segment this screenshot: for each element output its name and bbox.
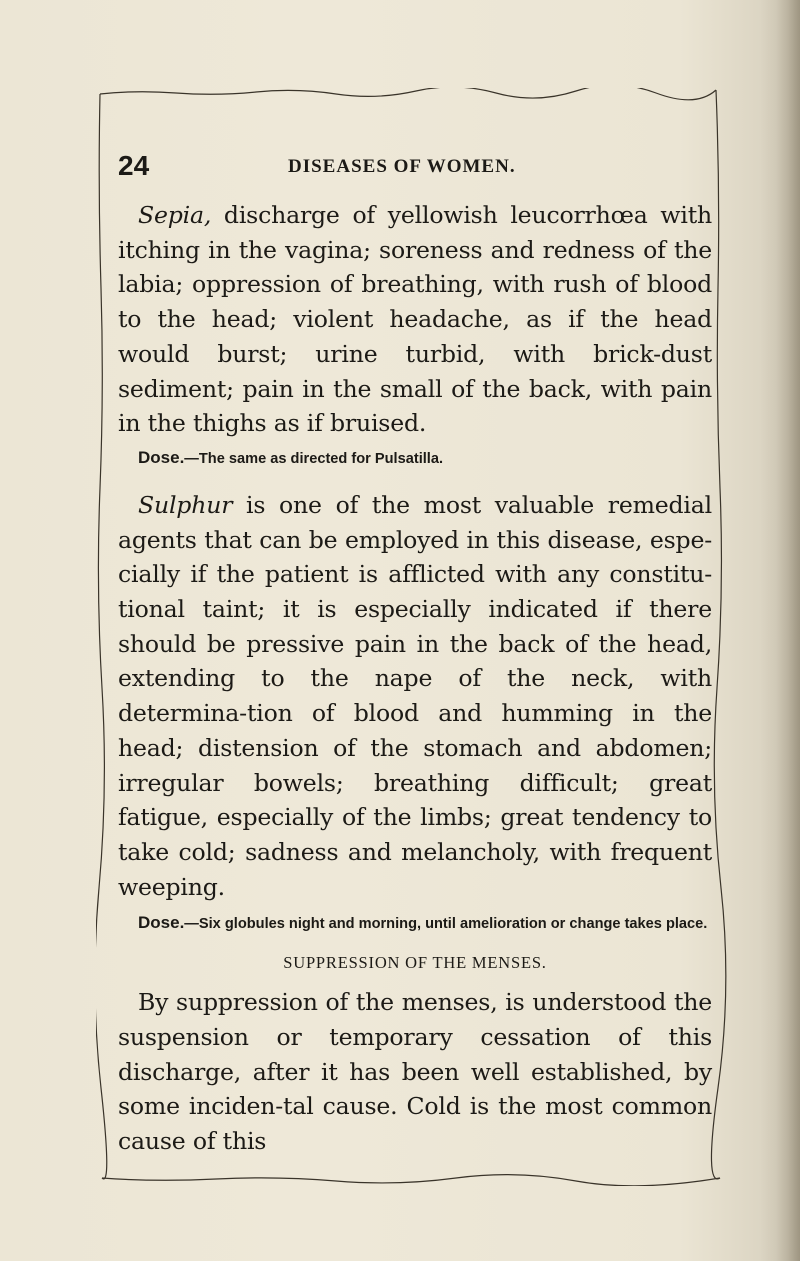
- sepia-remedy-name: Sepia,: [138, 201, 212, 229]
- sepia-description: discharge of yellowish leucorrhœa with itching in the vagina; soreness and redness of the labia; oppression of breathing, with rush of blood to the head; violent headache, as if the head would burst; urine turbid, with brick-dust sediment; pain in the small of the back, with pain in the thighs as if bruised.: [118, 201, 712, 438]
- dose-text: —The same as directed for Pulsatilla.: [184, 450, 444, 467]
- sulphur-paragraph: [118, 488, 712, 904]
- sulphur-description: is one of the most valuable remedial agents that can be employed in this disease, espe-cially if the patient is afflicted with any constitu-tional taint; it is especially indicated if there should be pressive pain in the back of the head, extending to the nape of the neck, with determina-tion of blood and humming in the head; distension of the stomach and abdomen; irregular bowels; breathing difficult; great fatigue, especially of the limbs; great tendency to take cold; sadness and melancholy, with frequent weeping.: [118, 490, 712, 901]
- running-title: DISEASES OF WOMEN.: [288, 156, 516, 177]
- page-number: 24: [118, 150, 150, 181]
- dose-label: Dose.: [138, 447, 185, 467]
- running-header: [118, 150, 712, 182]
- dose-label: Dose.: [138, 913, 185, 933]
- dose-text: —Six globules night and morning, until amelioration or change takes place.: [184, 916, 708, 933]
- page-edge-shadow: [760, 0, 800, 1261]
- sulphur-remedy-name: Sulphur: [138, 490, 233, 519]
- section-heading: SUPPRESSION OF THE MENSES.: [283, 953, 547, 973]
- sepia-dose: [118, 447, 712, 470]
- sepia-paragraph: [118, 198, 712, 441]
- sulphur-dose: [118, 912, 712, 935]
- page-content: [118, 150, 712, 1159]
- suppression-paragraph: By suppression of the menses, is understood the suspension or temporary cessation of this discharge, after it has been well established, by some inciden-tal cause. Cold is the most common cause of this: [118, 988, 712, 1156]
